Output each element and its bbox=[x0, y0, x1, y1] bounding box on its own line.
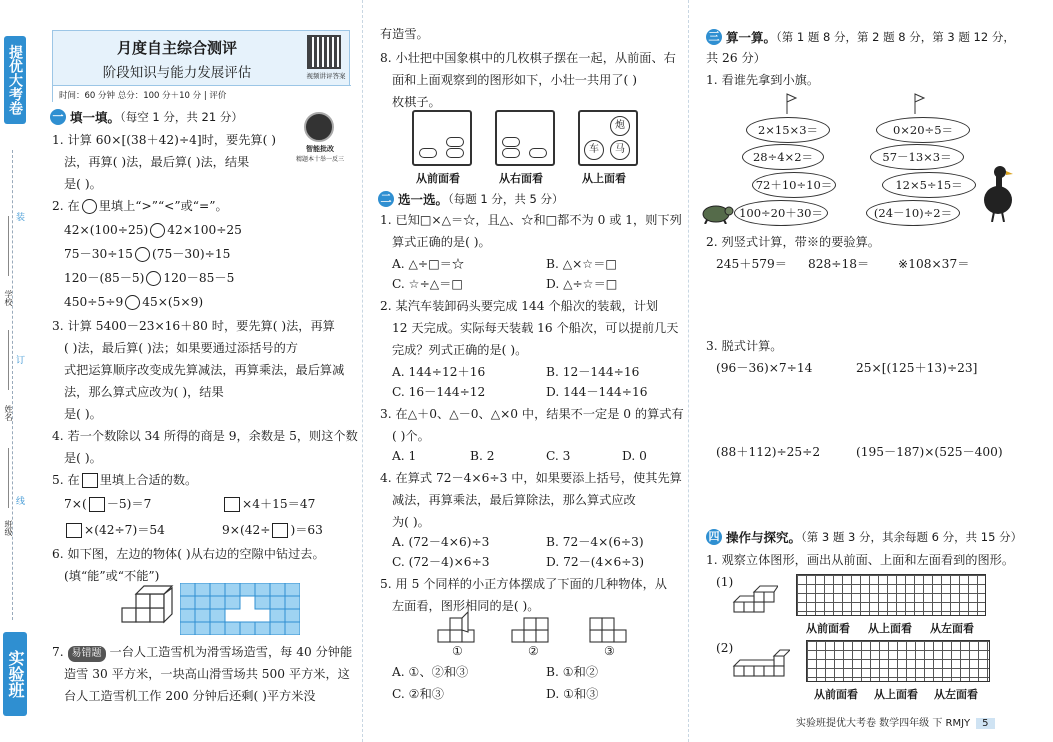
question-line: ( )法，最后算( )法；如果要通过添括号的方 bbox=[64, 341, 298, 355]
front-view-box bbox=[412, 110, 472, 166]
question-line: 2. 某汽车装卸码头要完成 144 个船次的装载，计划 bbox=[380, 299, 659, 313]
name-label: 姓名 bbox=[4, 405, 13, 421]
option[interactable]: C. ☆÷△＝□ bbox=[392, 277, 463, 291]
figure-label: ③ bbox=[604, 644, 615, 658]
calc-item: 828÷18＝ bbox=[808, 257, 870, 271]
question-line: 是( )。 bbox=[64, 451, 102, 465]
option[interactable]: C. 16－144÷12 bbox=[392, 385, 486, 399]
section-note: （第 3 题 3 分，其余每题 6 分，共 15 分） bbox=[801, 530, 1023, 544]
text: 9×(42÷ bbox=[222, 523, 271, 537]
question-line: 枚棋子。 bbox=[392, 95, 441, 109]
exam-title: 月度自主综合测评 bbox=[116, 39, 237, 57]
question-line bbox=[52, 644, 352, 662]
chess-piece-side bbox=[502, 148, 520, 158]
calc-bubble[interactable]: 2×15×3＝ bbox=[746, 117, 830, 143]
view-caption: 从右面看 bbox=[499, 172, 543, 185]
exam-meta: 时间：60 分钟 总分：100 分＋10 分 | 评价 bbox=[53, 85, 351, 102]
badge-subcaption: 精题本十举一反三 bbox=[295, 156, 344, 163]
option[interactable]: B. 12－144÷16 bbox=[546, 365, 640, 379]
question-line: 4. 若一个数除以 34 所得的商是 9，余数是 5，则这个数 bbox=[52, 429, 358, 443]
chess-piece-che: 车 bbox=[584, 140, 604, 160]
question-line: 是( )。 bbox=[64, 407, 102, 421]
error-prone-tag: 易错题 bbox=[68, 646, 106, 662]
option[interactable]: D. ①和③ bbox=[546, 687, 599, 701]
blank-circle[interactable] bbox=[135, 247, 150, 262]
question-line: 12 天完成。实际每天装载 16 个船次，可以提前几天 bbox=[392, 321, 679, 335]
section-heading bbox=[378, 190, 564, 208]
option[interactable]: A. (72－4×6)÷3 bbox=[392, 535, 490, 549]
solid-figure-2 bbox=[732, 648, 790, 680]
compare-row bbox=[64, 294, 203, 310]
calc-bubble[interactable]: 28÷4×2＝ bbox=[742, 144, 824, 170]
question-line: 有造雪。 bbox=[380, 27, 429, 41]
fill-row bbox=[64, 496, 151, 512]
cube-object-figure bbox=[118, 582, 178, 628]
drawing-grid[interactable] bbox=[806, 640, 990, 682]
question-line: 为( )。 bbox=[392, 515, 430, 529]
section-title: 选一选。 bbox=[398, 192, 449, 207]
question-line: (填“能”或“不能”) bbox=[64, 569, 160, 583]
section-note: （每空 1 分，共 21 分） bbox=[120, 110, 243, 124]
seal-char: 装 bbox=[14, 212, 24, 221]
top-view-box bbox=[578, 110, 638, 166]
name-write-line bbox=[8, 330, 9, 390]
section-heading bbox=[50, 108, 243, 126]
grid-caption: 从左面看 bbox=[930, 622, 974, 635]
gap-wall-figure bbox=[180, 583, 300, 635]
question-line: 算式正确的是( )。 bbox=[392, 235, 491, 249]
calc-bubble[interactable]: (24－10)÷2＝ bbox=[866, 200, 960, 226]
calc-item: (96－36)×7÷14 bbox=[716, 361, 813, 375]
expr: 75－30÷15 bbox=[64, 247, 133, 261]
blank-circle[interactable] bbox=[146, 271, 161, 286]
grid-caption: 从前面看 bbox=[814, 688, 858, 701]
question-line: 1. 已知□×△＝☆，且△、☆和□都不为 0 或 1，则下列 bbox=[380, 213, 682, 227]
option[interactable]: D. 72－(4×6÷3) bbox=[546, 555, 644, 569]
question-line bbox=[52, 198, 228, 214]
chess-piece-side bbox=[502, 137, 520, 147]
calc-bubble[interactable]: 100÷20＋30＝ bbox=[734, 200, 828, 226]
option[interactable]: C. 3 bbox=[546, 449, 571, 463]
footer-text: 实验班提优大考卷 数学四年级 下 RMJY bbox=[796, 718, 971, 729]
figure-label: ① bbox=[452, 644, 463, 658]
question-line: 5. 用 5 个同样的小正方体摆成了下面的几种物体，从 bbox=[380, 577, 667, 591]
text: 7×( bbox=[64, 497, 87, 511]
option[interactable]: A. △÷□＝☆ bbox=[392, 257, 465, 271]
page-footer bbox=[796, 714, 995, 729]
question-line: 左面看，图形相同的是( )。 bbox=[392, 599, 540, 613]
exam-header bbox=[52, 30, 350, 102]
exam-subtitle: 阶段知识与能力发展评估 bbox=[102, 65, 252, 81]
blank-circle[interactable] bbox=[82, 199, 97, 214]
question-line: 法，那么算式应改为( )，结果 bbox=[64, 385, 224, 399]
text: ×4＋15＝47 bbox=[242, 497, 316, 511]
text: 一台人工造雪机为滑雪场造雪，每 40 分钟能 bbox=[109, 645, 353, 659]
expr: 42×100÷25 bbox=[167, 223, 242, 237]
question-line: 2. 列竖式计算，带※的要验算。 bbox=[706, 235, 880, 249]
calc-item: (195－187)×(525－400) bbox=[856, 445, 1003, 459]
badge-caption: 智能批改 bbox=[306, 145, 334, 153]
calc-item: 25×[(125＋13)÷23] bbox=[856, 361, 978, 375]
flag-icon bbox=[784, 92, 798, 114]
seal-char: 线 bbox=[14, 496, 24, 505]
expr: 45×(5×9) bbox=[142, 295, 204, 309]
section-number: 三 bbox=[706, 29, 722, 45]
option[interactable]: D. △÷☆＝□ bbox=[546, 277, 618, 291]
compare-row bbox=[64, 270, 234, 286]
question-line: 3. 脱式计算。 bbox=[706, 339, 783, 353]
question-line: 1. 看谁先拿到小旗。 bbox=[706, 73, 820, 87]
section-heading bbox=[706, 28, 1015, 46]
expr: 450÷5÷9 bbox=[64, 295, 124, 309]
column-divider bbox=[362, 0, 363, 742]
blank-square[interactable] bbox=[66, 523, 82, 538]
text: 2. 在 bbox=[52, 199, 80, 213]
brand-logo-bottom: 实验班 bbox=[3, 632, 27, 716]
expr: 120－85－5 bbox=[163, 271, 235, 285]
calc-bubble[interactable]: 72＋10÷10＝ bbox=[752, 172, 836, 198]
fill-row bbox=[222, 496, 315, 512]
flag-icon bbox=[912, 92, 926, 114]
grid-caption: 从上面看 bbox=[868, 622, 912, 635]
fill-row bbox=[64, 522, 165, 538]
blank-circle[interactable] bbox=[125, 295, 140, 310]
option[interactable]: D. 144－144÷16 bbox=[546, 385, 648, 399]
calc-bubble[interactable]: 57－13×3＝ bbox=[870, 144, 964, 170]
school-label: 学校 bbox=[4, 290, 13, 306]
section-title: 填一填。 bbox=[70, 110, 121, 125]
blank-square[interactable] bbox=[89, 497, 105, 512]
calc-item: ※108×37＝ bbox=[898, 257, 970, 271]
section-note-cont: 共 26 分） bbox=[706, 51, 766, 65]
text: 里填上“>”“<”或“=”。 bbox=[98, 199, 228, 213]
grid-caption: 从前面看 bbox=[806, 622, 850, 635]
question-line: 1. 观察立体图形，画出从前面、上面和左面看到的图形。 bbox=[706, 553, 1015, 567]
grid-caption: 从左面看 bbox=[934, 688, 978, 701]
question-line bbox=[52, 472, 197, 488]
blank-square[interactable] bbox=[224, 497, 240, 512]
brand-logo-top: 提优大考卷 bbox=[4, 36, 26, 124]
blank-square[interactable] bbox=[82, 473, 98, 488]
grid-caption: 从上面看 bbox=[874, 688, 918, 701]
question-line: 是( )。 bbox=[64, 177, 102, 191]
view-caption: 从前面看 bbox=[416, 172, 460, 185]
chess-piece-side bbox=[419, 148, 437, 158]
calc-bubble[interactable]: 12×5÷15＝ bbox=[882, 172, 976, 198]
question-line: 完成？列式正确的是( )。 bbox=[392, 343, 528, 357]
question-line: 8. 小壮把中国象棋中的几枚棋子摆在一起，从前面、右 bbox=[380, 51, 676, 65]
figure-label: ② bbox=[528, 644, 539, 658]
school-write-line bbox=[8, 216, 9, 276]
binding-strip bbox=[0, 0, 40, 742]
view-caption: 从上面看 bbox=[582, 172, 626, 185]
section-heading bbox=[706, 528, 1022, 546]
smart-grading-icon bbox=[304, 112, 334, 142]
calc-item: (88＋112)÷25÷2 bbox=[716, 445, 821, 459]
text: )＝63 bbox=[290, 523, 323, 537]
option[interactable]: B. 72－4×(6÷3) bbox=[546, 535, 644, 549]
section-number: 四 bbox=[706, 529, 722, 545]
section-title: 操作与探究。 bbox=[726, 530, 802, 545]
chess-piece-pao: 炮 bbox=[610, 116, 630, 136]
right-view-box bbox=[495, 110, 555, 166]
option[interactable]: B. ①和② bbox=[546, 665, 599, 679]
option[interactable]: C. (72－4)×6÷3 bbox=[392, 555, 490, 569]
qr-caption: 视频讲评答案 bbox=[306, 72, 346, 80]
class-label: 班级 bbox=[4, 520, 13, 536]
question-line: 台人工造雪机工作 200 分钟后还剩( )平方米没 bbox=[64, 689, 316, 703]
question-line: 造雪 30 平方米，一块高山滑雪场共 500 平方米，这 bbox=[64, 667, 350, 681]
section-note: （第 1 题 8 分，第 2 题 8 分，第 3 题 12 分， bbox=[776, 30, 1015, 44]
question-line: 式把运算顺序改变成先算减法，再算乘法，最后算减 bbox=[64, 363, 345, 377]
expr: (75－30)÷15 bbox=[151, 247, 231, 261]
question-line: 4. 在算式 72－4×6÷3 中，如果要添上括号，使其先算 bbox=[380, 471, 682, 485]
text: 5. 在 bbox=[52, 473, 80, 487]
section-number: 二 bbox=[378, 191, 394, 207]
option[interactable]: C. ②和③ bbox=[392, 687, 444, 701]
option[interactable]: A. ①、②和③ bbox=[392, 665, 469, 679]
duck-icon bbox=[980, 162, 1016, 222]
fill-row bbox=[222, 522, 323, 538]
section-title: 算一算。 bbox=[726, 30, 777, 45]
question-line: ( )个。 bbox=[392, 429, 430, 443]
compare-row bbox=[64, 246, 230, 262]
section-note: （每题 1 分，共 5 分） bbox=[448, 192, 564, 206]
solid-figure-1 bbox=[732, 582, 778, 616]
option[interactable]: B. 2 bbox=[470, 449, 495, 463]
text: －5)＝7 bbox=[106, 497, 152, 511]
question-line: 1. 计算 60×[(38＋42)÷4]时，要先算( ) bbox=[52, 133, 276, 147]
question-line: 面和上面观察到的图形如下，小壮一共用了( ) bbox=[392, 73, 637, 87]
question-line: 3. 计算 5400－23×16＋80 时，要先算( )法，再算 bbox=[52, 319, 335, 333]
text: ×(42÷7)＝54 bbox=[84, 523, 165, 537]
sub-label: (1) bbox=[716, 575, 734, 589]
expr: 42×(100÷25) bbox=[64, 223, 149, 237]
section-number: 一 bbox=[50, 109, 66, 125]
chess-piece-side bbox=[529, 148, 547, 158]
qr-code-icon[interactable] bbox=[307, 35, 341, 69]
expr: 120－(85－5) bbox=[64, 271, 145, 285]
option[interactable]: A. 144÷12＋16 bbox=[392, 365, 486, 379]
question-line: 减法，再算乘法，最后算除法，那么算式应改 bbox=[392, 493, 636, 507]
calc-bubble[interactable]: 0×20÷5＝ bbox=[876, 117, 970, 143]
option[interactable]: B. △×☆＝□ bbox=[546, 257, 617, 271]
option[interactable]: D. 0 bbox=[622, 449, 647, 463]
column-divider bbox=[688, 0, 689, 742]
sub-label: (2) bbox=[716, 641, 734, 655]
page-number: 5 bbox=[976, 718, 994, 729]
chess-piece-ma: 马 bbox=[610, 140, 630, 160]
drawing-grid[interactable] bbox=[796, 574, 986, 616]
class-write-line bbox=[8, 448, 9, 508]
blank-square[interactable] bbox=[272, 523, 288, 538]
question-line: 6. 如下图，左边的物体( )从右边的空隙中钻过去。 bbox=[52, 547, 325, 561]
text: 里填上合适的数。 bbox=[99, 473, 198, 487]
question-line: 法，再算( )法，最后算( )法，结果 bbox=[64, 155, 250, 169]
seal-char: 订 bbox=[14, 355, 24, 364]
question-line: 3. 在△＋0、△－0、△×0 中，结果不一定是 0 的算式有 bbox=[380, 407, 684, 421]
chess-piece-side bbox=[446, 148, 464, 158]
compare-row bbox=[64, 222, 242, 238]
calc-item: 245＋579＝ bbox=[716, 257, 787, 271]
chess-piece-side bbox=[446, 137, 464, 147]
turtle-icon bbox=[698, 200, 734, 224]
blank-circle[interactable] bbox=[150, 223, 165, 238]
option[interactable]: A. 1 bbox=[392, 449, 417, 463]
q-number: 7. bbox=[52, 645, 64, 659]
